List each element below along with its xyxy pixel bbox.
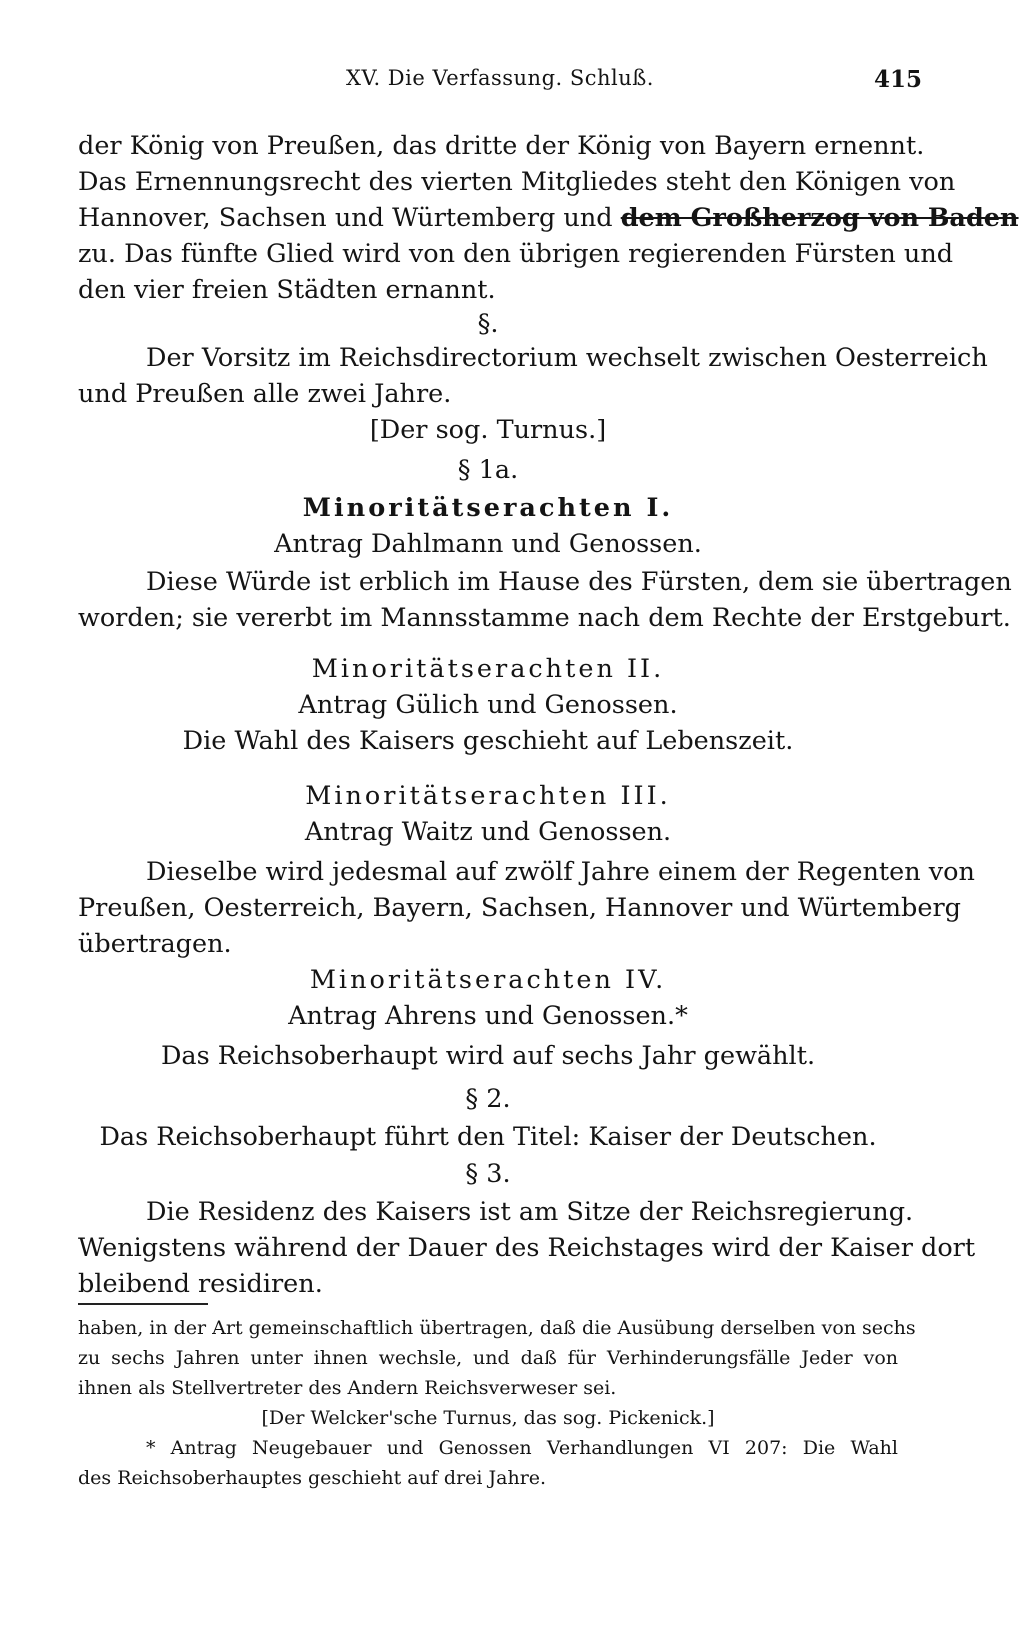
minority-opinion-1 [78, 490, 1012, 636]
text-line: Die Residenz des Kaisers ist am Sitze der Reichsregierung. [146, 1197, 914, 1227]
text-line: Wenigstens während der Dauer des Reichstages wird der Kaiser dort [78, 1233, 976, 1263]
text-line: Das Reichsoberhaupt wird auf sechs Jahr gewählt. [160, 1041, 816, 1071]
text-line: der König von Preußen, das dritte der König von Bayern ernennt. [78, 131, 925, 161]
paragraph-electors [78, 128, 1019, 308]
text-line: Das Reichsoberhaupt führt den Titel: Kaiser der Deutschen. [99, 1122, 877, 1152]
footnote-line: zu sechs Jahren unter ihnen wechsle, und daß für Verhinderungsfälle Jeder von [78, 1347, 898, 1369]
footnote-line: ihnen als Stellvertreter des Andern Reichsverweser sei. [78, 1377, 617, 1399]
section-2 [78, 1081, 898, 1155]
text-line [78, 200, 1019, 236]
text-line: worden; sie vererbt im Mannsstamme nach dem Rechte der Erstgeburt. [78, 603, 1011, 633]
minority-opinion-4 [78, 962, 898, 1074]
motion-line: Antrag Waitz und Genossen. [304, 817, 672, 847]
text-line: übertragen. [78, 929, 232, 959]
text-line: Dieselbe wird jedesmal auf zwölf Jahre einem der Regenten von [146, 857, 975, 887]
footnote-line: * Antrag Neugebauer und Genossen Verhandlungen VI 207: Die Wahl [146, 1437, 898, 1459]
text-line: Der Vorsitz im Reichsdirectorium wechselt zwischen Oesterreich [146, 343, 988, 373]
minority-heading: Minoritätserachten II. [311, 654, 665, 684]
text-line: Die Wahl des Kaisers geschieht auf Lebenszeit. [182, 726, 794, 756]
editorial-note: [Der sog. Turnus.] [369, 415, 607, 445]
text-line: den vier freien Städten ernannt. [78, 275, 496, 305]
footnote-line: haben, in der Art gemeinschaftlich übertragen, daß die Ausübung derselben von sechs [78, 1317, 916, 1339]
text-fragment: Hannover, Sachsen und Würtemberg und [78, 203, 613, 233]
section-mark: § 3. [465, 1159, 511, 1189]
motion-line: Antrag Gülich und Genossen. [298, 690, 678, 720]
text-line: und Preußen alle zwei Jahre. [78, 379, 452, 409]
minority-heading: Minoritätserachten IV. [309, 965, 667, 995]
section-mark-block [78, 306, 898, 342]
text-line: zu. Das fünfte Glied wird von den übrigen regierenden Fürsten und [78, 239, 954, 269]
section-1a-block [78, 452, 898, 488]
motion-line: Antrag Dahlmann und Genossen. [274, 529, 702, 559]
section-3 [78, 1156, 976, 1302]
paragraph-presidency [78, 340, 988, 448]
section-mark: § 1a. [457, 455, 519, 485]
text-line: Preußen, Oesterreich, Bayern, Sachsen, Hannover und Würtemberg [78, 893, 961, 923]
minority-opinion-3 [78, 778, 975, 962]
section-mark: §. [477, 309, 499, 339]
text-line: Das Ernennungsrecht des vierten Mitgliedes steht den Königen von [78, 167, 956, 197]
footnote-rule [78, 1303, 208, 1305]
footnote-note: [Der Welcker'sche Turnus, das sog. Pickenick.] [261, 1407, 715, 1429]
section-mark: § 2. [465, 1084, 511, 1114]
chapter-title: XV. Die Verfassung. Schluß. [346, 66, 654, 90]
minority-heading: Minoritätserachten I. [302, 493, 674, 523]
struck-text: dem Großherzog von Baden [620, 203, 1019, 233]
running-header [78, 66, 922, 100]
minority-opinion-2 [78, 651, 898, 759]
footnotes [78, 1313, 916, 1493]
minority-heading: Minoritätserachten III. [305, 781, 671, 811]
page-number: 415 [873, 66, 922, 93]
text-line: Diese Würde ist erblich im Hause des Fürsten, dem sie übertragen [146, 567, 1012, 597]
text-line: bleibend residiren. [78, 1269, 323, 1299]
motion-line: Antrag Ahrens und Genossen.* [288, 1001, 688, 1031]
footnote-line: des Reichsoberhauptes geschieht auf drei Jahre. [78, 1467, 547, 1489]
